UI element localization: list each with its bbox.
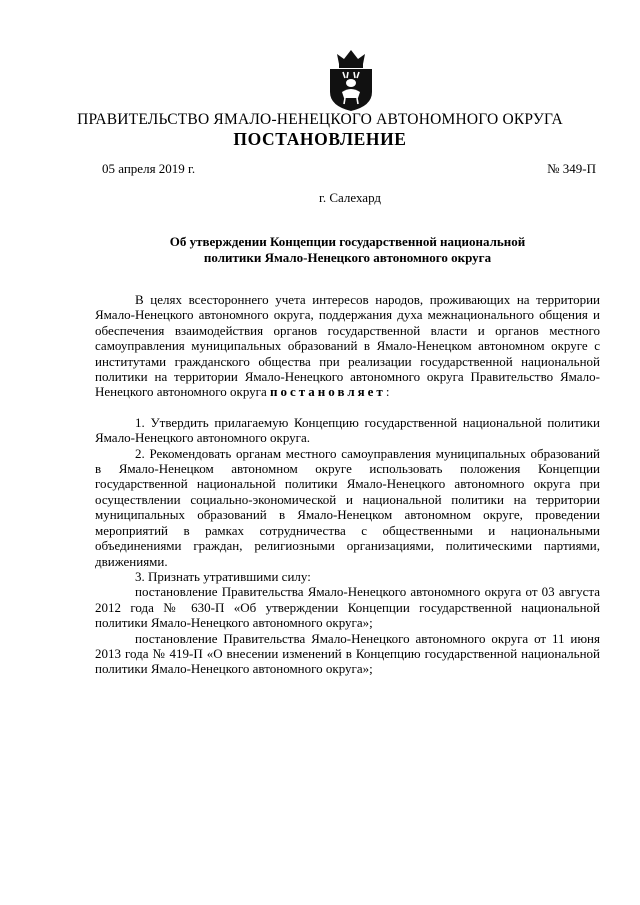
item-3-a: постановление Правительства Ямало-Ненецкого автономного округа от 03 августа 2012 года № 630-П «Об утверждении Концепции государственной национальной политики Ямало-Ненецкого автономного округа»; (95, 584, 600, 631)
item-3: 3. Признать утратившими силу: (135, 568, 311, 584)
document-number: № 349-П (547, 161, 596, 176)
item-3-b: постановление Правительства Ямало-Ненецкого автономного округа от 11 июня 2013 года № 419-П «О внесении изменений в Концепцию государственной национальной политики Ямало-Ненецкого автономного округа»; (95, 630, 600, 677)
document-city: г. Салехард (318, 190, 382, 205)
subject-line-1: Об утверждении Концепции государственной национальной (169, 234, 526, 249)
decree-word: постановляет (270, 384, 386, 400)
item-1: 1. Утвердить прилагаемую Концепцию государственной национальной политики Ямало-Ненецкого автономного округа. (95, 414, 600, 446)
document-body (95, 292, 600, 677)
subject-line-2: политики Ямало-Ненецкого автономного округа (203, 250, 492, 265)
government-name: ПРАВИТЕЛЬСТВО ЯМАЛО-НЕНЕЦКОГО АВТОНОМНОГО ОКРУГА (77, 111, 563, 128)
document-date: 05 апреля 2019 г. (102, 161, 196, 176)
coat-of-arms-icon (325, 48, 377, 112)
document-type: ПОСТАНОВЛЕНИЕ (233, 129, 407, 149)
preamble-text: В целях всестороннего учета интересов народов, проживающих на территории Ямало-Ненецкого автономного округа, поддержания духа межнационального общения и обеспечения взаимодействия органов государственной власти и органов местного самоуправления муниципальных образований в Ямало-Ненецком автономном округе с институтами гражданского общества при реализации государственной национальной политики на территории Ямало-Ненецкого автономного округа Правительство Ямало-Ненецкого автономного округа (95, 292, 600, 400)
item-2: 2. Рекомендовать органам местного самоуправления муниципальных образований в Ямало-Ненецком автономном округе использовать положения Концепции государственной национальной политики Ямало-Ненецкого автономного округа при осуществлении социально-экономической и национальной политики на территории муниципальных образований в Ямало-Ненецком автономном округе, проведении мероприятий в рамках сотрудничества с общественными и национальными объединениями граждан, религиозными организациями, политическими партиями, движениями. (95, 445, 600, 569)
preamble-paragraph (95, 292, 600, 400)
decree-colon: : (385, 384, 390, 400)
document-subject (95, 234, 600, 266)
